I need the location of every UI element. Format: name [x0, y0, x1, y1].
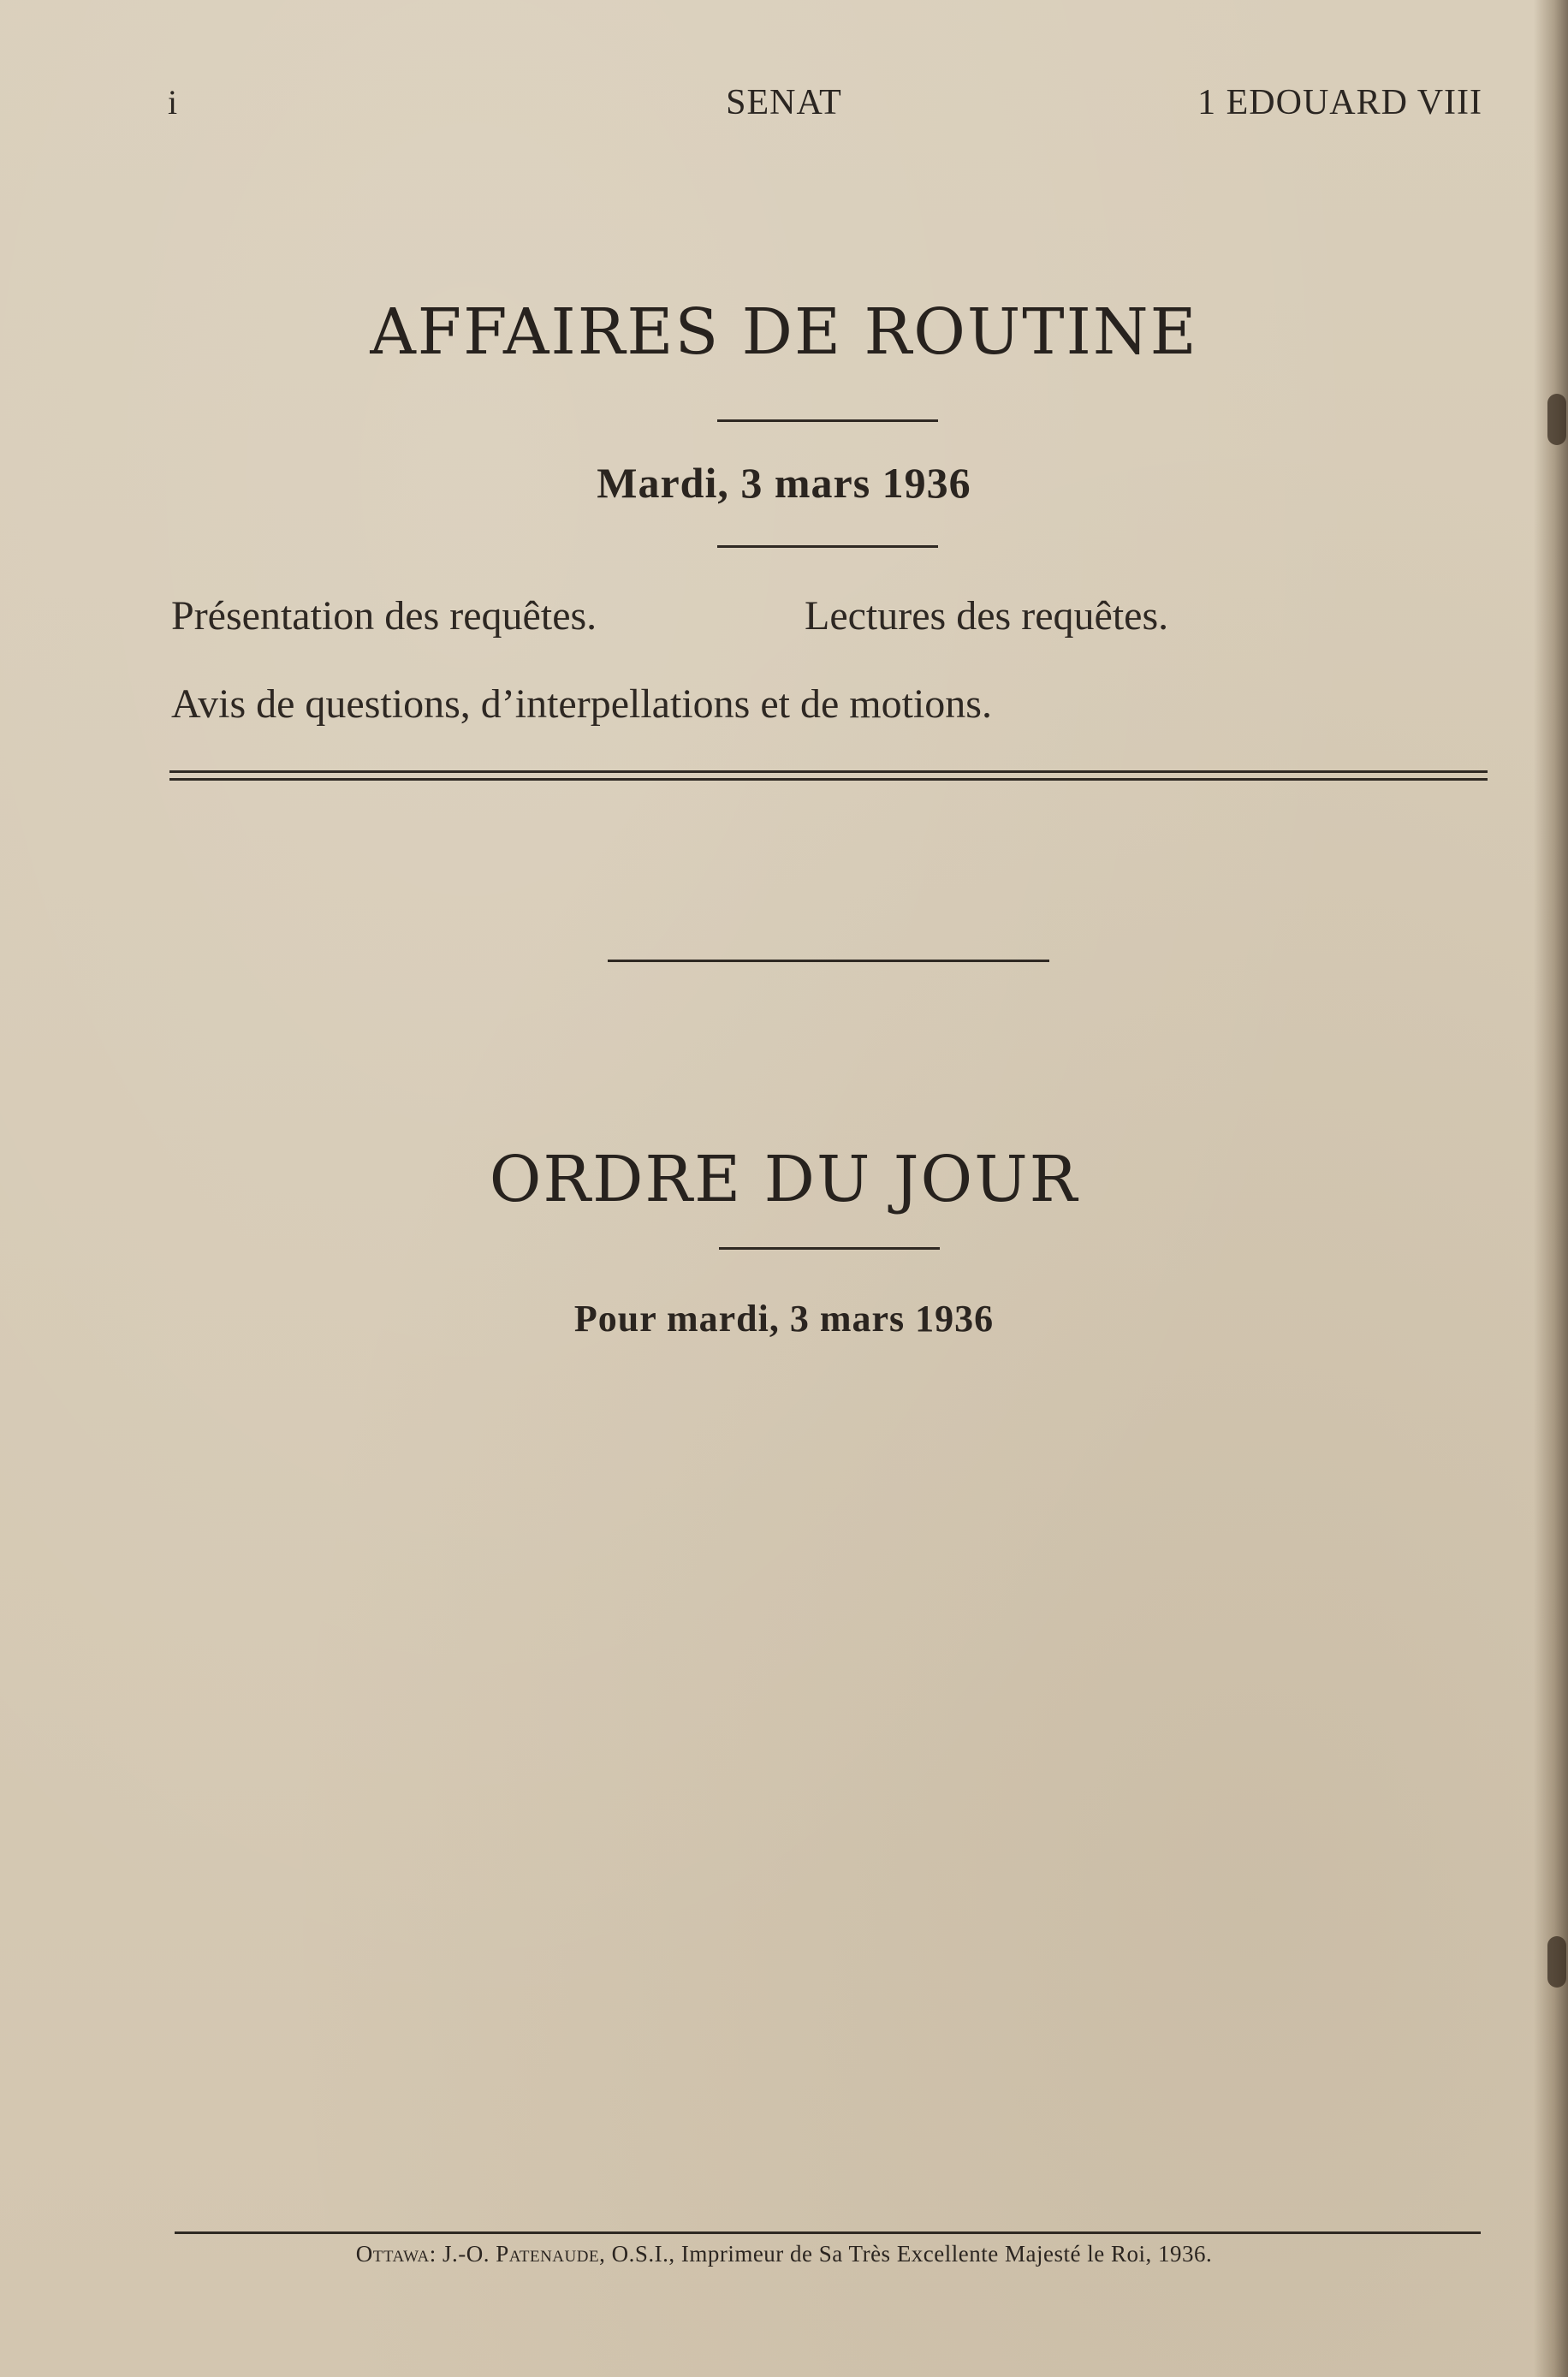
binding-hole — [1547, 1936, 1566, 1988]
imprint-details: , O.S.I., Imprimeur de Sa Très Excellente Majesté le Roi, 1936. — [599, 2241, 1213, 2267]
routine-item-readings: Lectures des requêtes. — [805, 593, 1169, 639]
running-head-chamber: SENAT — [726, 83, 842, 122]
routine-item-petitions: Présentation des requêtes. — [171, 593, 597, 639]
routine-title: AFFAIRES DE ROUTINE — [370, 295, 1198, 369]
double-rule-bottom — [169, 778, 1488, 781]
routine-date: Mardi, 3 mars 1936 — [597, 459, 971, 507]
section-separator-rule — [608, 960, 1049, 962]
running-head-session: 1 EDOUARD VIII — [1197, 83, 1482, 122]
orders-date: Pour mardi, 3 mars 1936 — [573, 1298, 995, 1340]
printer-imprint: Ottawa: J.-O. Patenaude, O.S.I., Imprimeur de Sa Très Excellente Majesté le Roi, 1936. — [355, 2241, 1213, 2267]
routine-item-notices: Avis de questions, d’interpellations et de motions. — [171, 681, 992, 727]
imprint-printer: J.-O. Patenaude — [442, 2241, 600, 2267]
footer-rule — [175, 2231, 1481, 2234]
divider-rule — [719, 1247, 940, 1250]
page-number: i — [168, 83, 178, 122]
double-rule-top — [169, 770, 1488, 773]
divider-rule — [717, 545, 938, 548]
divider-rule — [717, 419, 938, 422]
orders-title: ORDRE DU JOUR — [489, 1143, 1079, 1216]
imprint-city: Ottawa — [355, 2241, 430, 2267]
binding-hole — [1547, 394, 1566, 445]
